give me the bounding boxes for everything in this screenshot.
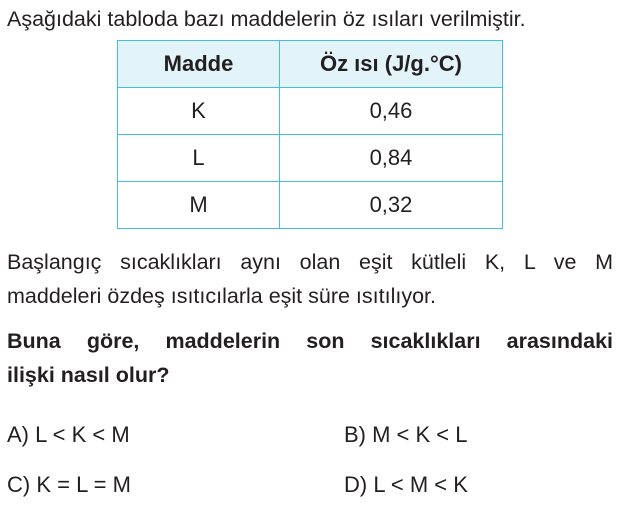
question-line: Buna göre, maddelerin son sıcaklıkları arasındaki [7,329,613,353]
table-row [118,135,503,182]
substance-cell: L [118,135,280,182]
option-c[interactable]: C) K = L = M [7,472,131,497]
specific-heat-table [117,40,503,229]
specific-heat-cell: 0,46 [279,88,502,135]
problem-statement [7,245,613,313]
option-d[interactable]: D) L < M < K [344,472,468,497]
table-row [118,88,503,135]
problem-statement-line: maddeleri özdeş ısıtıcılarla eşit süre ısıtılıyor. [7,284,436,308]
problem-statement-line: Başlangıç sıcaklıkları aynı olan eşit kütleli K, L ve M [7,250,613,274]
substance-cell: M [118,182,280,229]
question-line: ilişki nasıl olur? [7,363,170,387]
column-header-specific-heat: Öz ısı (J/g.°C) [279,41,502,88]
intro-text: Aşağıdaki tabloda bazı maddelerin öz ısıları verilmiştir. [7,7,526,31]
option-b[interactable]: B) M < K < L [344,422,468,447]
substance-cell: K [118,88,280,135]
specific-heat-cell: 0,84 [279,135,502,182]
column-header-substance: Madde [118,41,280,88]
specific-heat-cell: 0,32 [279,182,502,229]
question-text [7,324,613,392]
option-a[interactable]: A) L < K < M [7,422,130,447]
table-header-row [118,41,503,88]
table-row [118,182,503,229]
